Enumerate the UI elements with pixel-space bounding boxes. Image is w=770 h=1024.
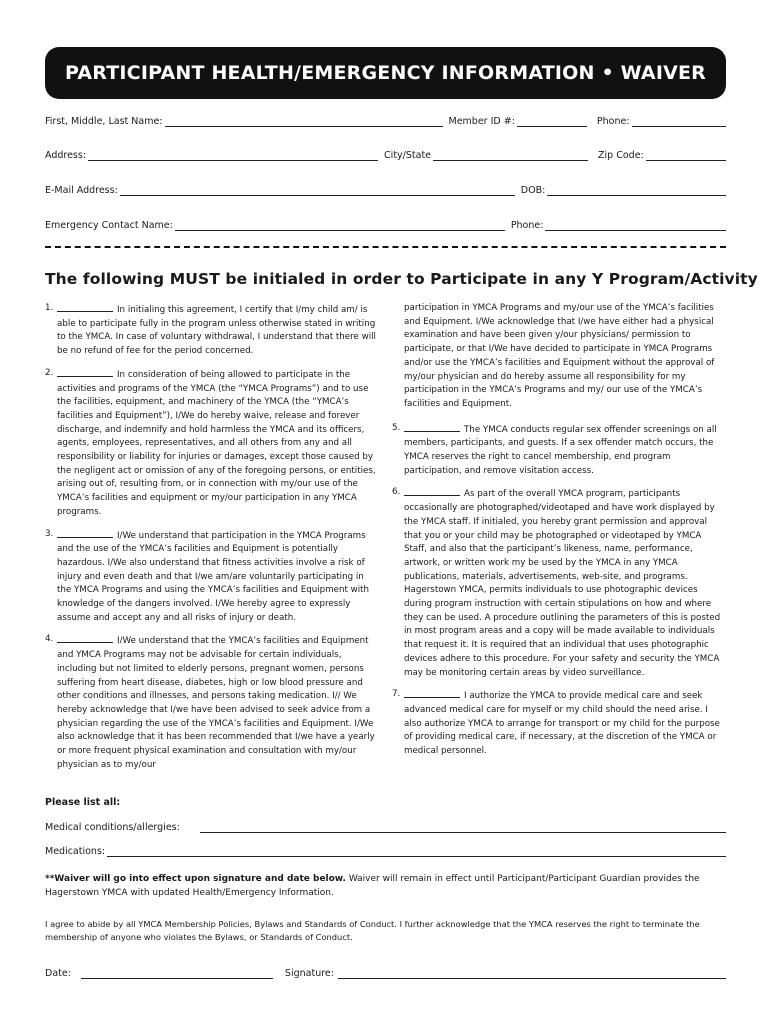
item-number: 1. <box>45 303 54 313</box>
item-text: I authorize the YMCA to provide medical care and seek advanced medical care for myself or my child should the need arise. I also authorize YMCA to arrange for transport or my child for the purpose of providing medical care, if necessary, at the discretion of the YMCA or medical personnel. <box>404 691 720 757</box>
signature-label: Signature: <box>284 968 334 979</box>
item-text: In initialing this agreement, I certify that I/my child am/ is able to participate fully in the program unless otherwise stated in writing to the YMCA. In case of voluntary withdrawal, I understand that there will be no refund of fee for the period concerned. <box>57 305 376 357</box>
name-input-line[interactable] <box>165 116 443 127</box>
waiver-item <box>45 528 378 626</box>
waiver-item <box>392 486 726 680</box>
medications-label: Medications: <box>45 846 106 857</box>
city-state-label: City/State <box>384 150 432 161</box>
member-id-label: Member ID #: <box>448 116 515 127</box>
address-label: Address: <box>45 150 87 161</box>
medical-conditions-label: Medical conditions/allergies: <box>45 822 180 833</box>
item-text: In consideration of being allowed to participate in the activities and programs of the YMCA (the “YMCA Programs”) and to use the facilities, equipment, and machinery of the YMCA (the “YMCA’s facilities and Equipment”), I/We do hereby waive, release and forever discharge, and indemnify and hold harmless the YMCA and its officers, agents, employees, representatives, and all others from any and all responsibility or liability for injuries or damages, except those caused by the negligent act or omission of any of the foregoing persons, or entities, arising out of, resulting from, or in connection with my/our use of the YMCA’s facilities and equipment or my/our participation in any YMCA programs. <box>57 369 376 517</box>
address-input-line[interactable] <box>88 150 378 161</box>
signature-input-line[interactable] <box>338 968 726 979</box>
initials-line[interactable] <box>57 367 113 377</box>
date-label: Date: <box>45 968 71 979</box>
phone-input-line[interactable] <box>632 116 726 127</box>
item-text: The YMCA conducts regular sex offender screenings on all members, participants, and guests. If a sex offender match occurs, the YMCA reserves the right to cancel membership, end program participation, and remove visitation access. <box>404 424 717 476</box>
item-number: 2. <box>45 367 54 378</box>
member-id-input-line[interactable] <box>517 116 587 127</box>
waiver-effect-note <box>45 872 726 900</box>
email-row <box>45 182 726 196</box>
medications-input-line[interactable] <box>107 846 726 857</box>
item-text: I/We understand that participation in the YMCA Programs and the use of the YMCA’s facilities and Equipment is potentially hazardous. I/We also understand that fitness activities involve a risk of injury and even death and that I/we am/are voluntarily participating in the YMCA Programs and using the YMCA’s facilities and Equipment with knowledge of the dangers involved. I/We hereby agree to expressly assume and accept any and all risks of injury or death. <box>57 530 370 623</box>
item-number: 3. <box>45 528 54 539</box>
initials-line[interactable] <box>404 486 460 496</box>
emergency-contact-label: Emergency Contact Name: <box>45 220 173 231</box>
initials-heading: The following MUST be initialed in order to Participate in any Y Program/Activity <box>45 270 758 288</box>
waiver-item <box>45 302 378 359</box>
signature-row <box>45 965 726 979</box>
agreement-text: I agree to abide by all YMCA Membership Policies, Bylaws and Standards of Conduct. I further acknowledge that the YMCA reserves the right to terminate the membership of anyone who violates the Bylaws, or Standards of Conduct. <box>45 919 700 942</box>
name-label: First, Middle, Last Name: <box>45 116 163 127</box>
form-title: PARTICIPANT HEALTH/EMERGENCY INFORMATION • WAIVER <box>64 62 707 84</box>
waiver-item <box>392 688 726 759</box>
initials-line[interactable] <box>404 422 460 432</box>
city-state-input-line[interactable] <box>433 150 588 161</box>
dob-label: DOB: <box>520 185 546 196</box>
item-number: 5. <box>392 422 401 433</box>
medical-conditions-input-line[interactable] <box>200 822 726 833</box>
form-title-banner <box>45 47 726 99</box>
emergency-phone-label: Phone: <box>510 220 544 231</box>
email-label: E-Mail Address: <box>45 185 118 196</box>
item-text: I/We understand that the YMCA’s facilities and Equipment and YMCA Programs may not be advisable for certain individuals, including but not limited to elderly persons, pregnant women, persons suffering from heart disease, diabetes, high or low blood pressure and other conditions and illnesses, and persons taking medication. I// We hereby acknowledge that I/we have been advised to seek advice from a physician regarding the use of the YMCA’s facilities and Equipment. I/We also acknowledge that it has been recommended that I/we have a yearly or more frequent physical examination and consultation with my/our physician as to my/our <box>57 636 375 770</box>
address-row <box>45 147 726 161</box>
waiver-item <box>45 633 378 772</box>
item-number: 4. <box>45 634 54 645</box>
emergency-row <box>45 217 726 231</box>
initials-line[interactable] <box>404 688 460 698</box>
zip-label: Zip Code: <box>598 150 644 161</box>
dob-input-line[interactable] <box>547 185 726 196</box>
initials-line[interactable] <box>57 633 113 643</box>
medications-row <box>45 843 726 857</box>
item-number: 6. <box>392 487 401 498</box>
waiver-item <box>392 422 726 479</box>
name-row <box>45 113 726 127</box>
email-input-line[interactable] <box>120 185 515 196</box>
medical-row <box>45 819 726 833</box>
initials-line[interactable] <box>57 528 113 538</box>
emergency-phone-input-line[interactable] <box>545 220 726 231</box>
zip-input-line[interactable] <box>646 150 726 161</box>
item-number: 7. <box>392 689 401 700</box>
emergency-contact-input-line[interactable] <box>175 220 505 231</box>
date-input-line[interactable] <box>81 968 273 979</box>
please-list-label: Please list all: <box>45 797 121 808</box>
phone-label: Phone: <box>596 116 630 127</box>
items-right-column <box>392 302 726 767</box>
item-text: As part of the overall YMCA program, participants occasionally are photographed/videotaped and have work displayed by the YMCA staff. If initialed, you hereby grant permission and approval that you or your child may be photographed or videotaped by YMCA Staff, and also that the participant’s likeness, name, performance, artwork, or written work my be used by the YMCA in any YMCA publications, materials, advertisements, web-site, and programs. Hagerstown YMCA, permits individuals to use photographic devices during program instruction with certain stipulations on how and where they can be used. A procedure outlining the parameters of this is posted in most program areas and a copy will be made available to individuals that request it. It is required that an individual that uses photographic devices adhere to this procedure. For your safety and security the YMCA may be monitoring certain areas by video surveillance. <box>404 489 721 678</box>
item-4-continued: participation in YMCA Programs and my/our use of the YMCA’s facilities and Equipment. I/We acknowledge that I/we have either had a physical examination and have been given y/our physicians/ permission to participate, or that I/We have decided to participate in YMCA Programs and/or use the YMCA’s facilities and Equipment without the approval of my/our physician and do hereby assume all responsibility for my participation in the YMCA’s Programs and my/ our use of the YMCA’s facilities and Equipment. <box>404 303 715 409</box>
waiver-effect-bold: **Waiver will go into effect upon signature and date below. <box>45 874 346 884</box>
initials-line[interactable] <box>57 302 113 312</box>
waiver-item <box>45 367 378 520</box>
items-left-column <box>45 302 378 781</box>
section-divider <box>45 246 726 248</box>
waiver-effect-text: Waiver will remain in effect until Participant/Participant Guardian provides the Hagerstown YMCA with updated Health/Emergency Information. <box>45 874 700 898</box>
